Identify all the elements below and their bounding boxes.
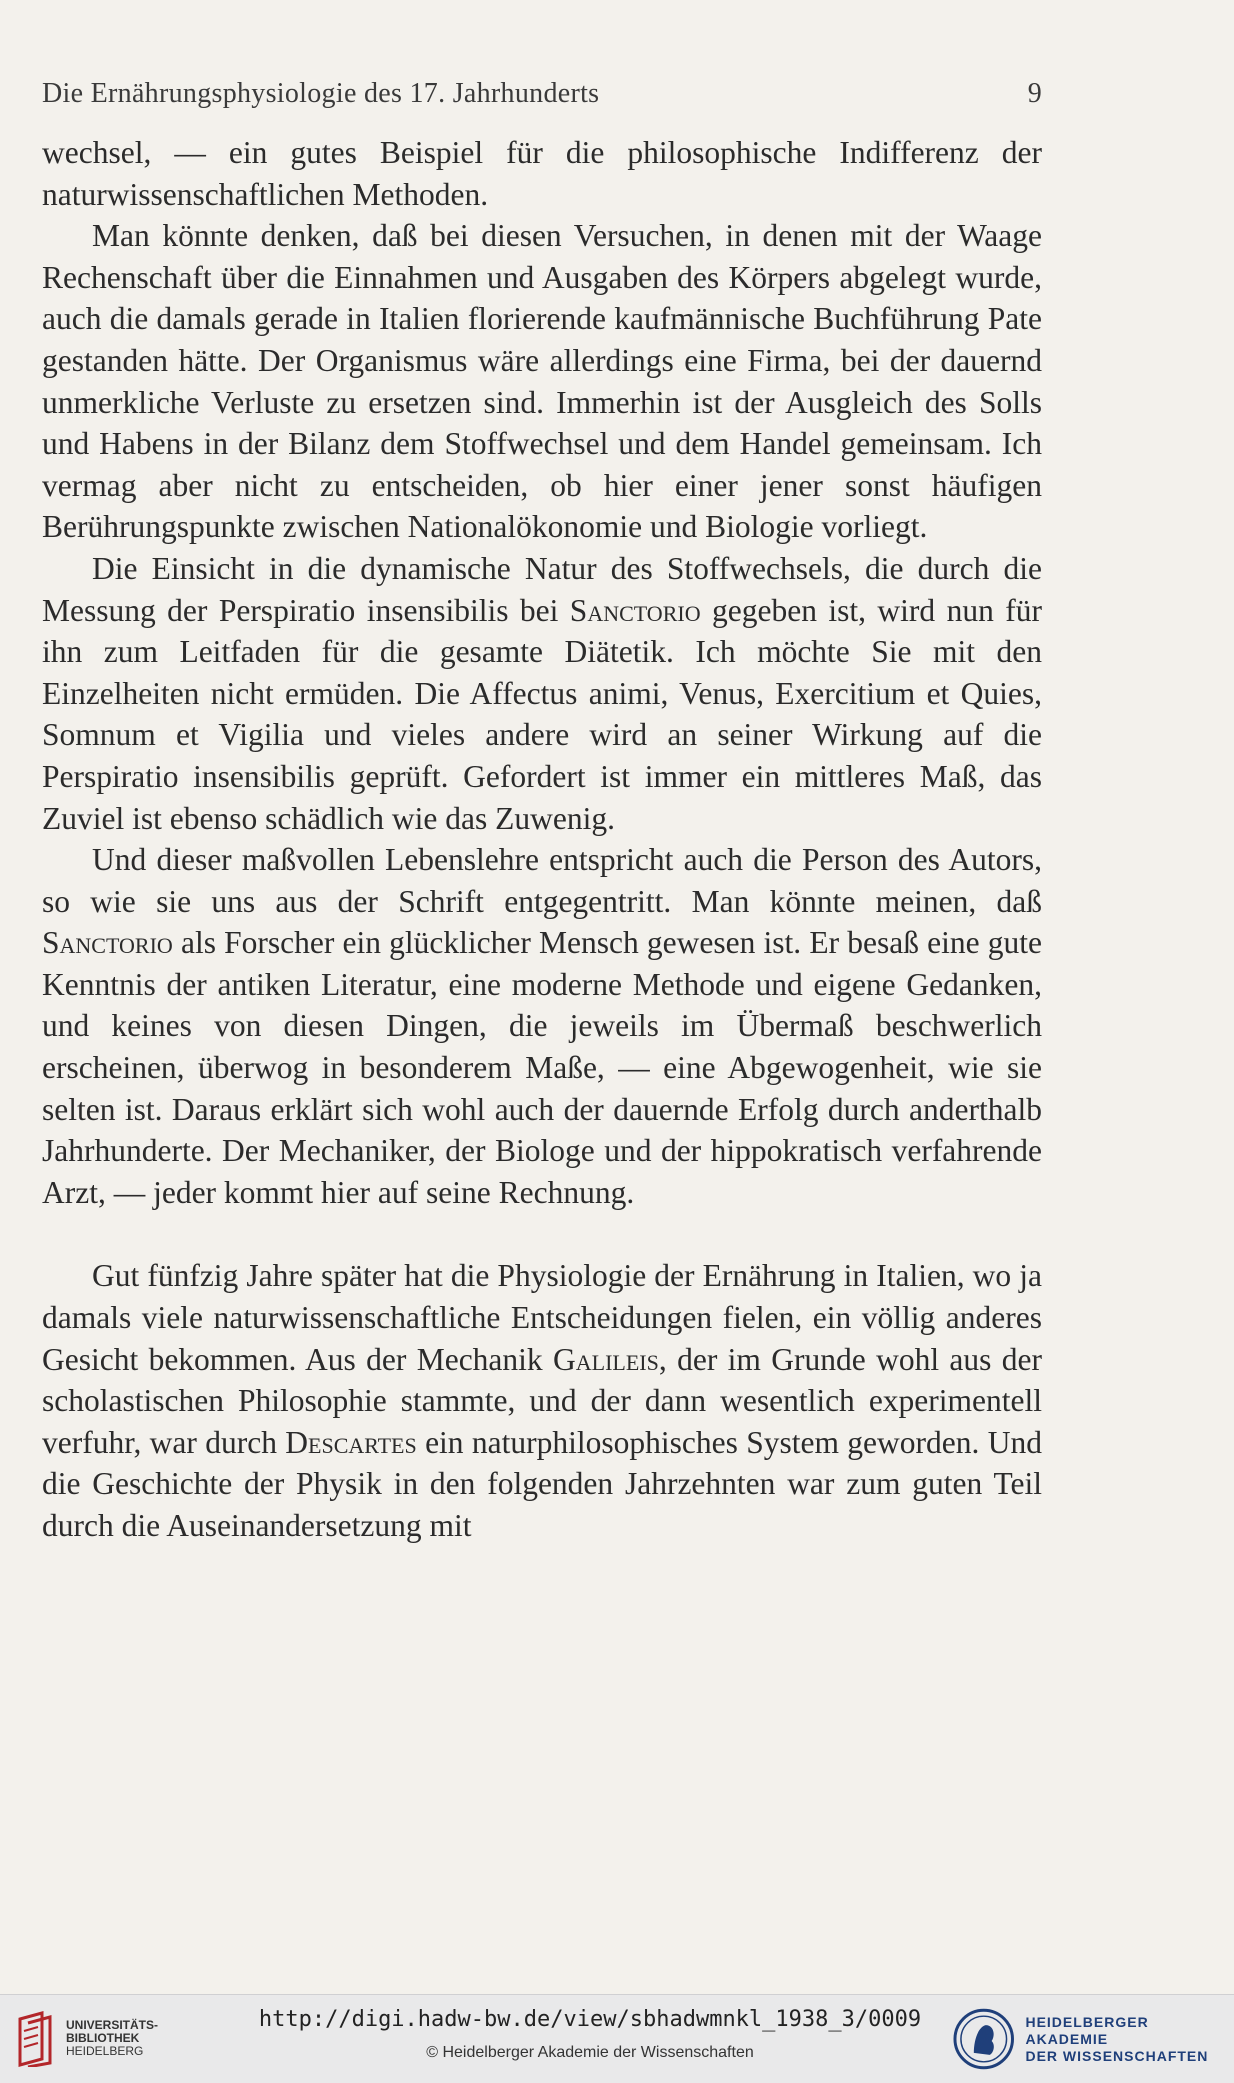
paragraph-2: Man könnte denken, daß bei diesen Versuchen, in denen mit der Waage Rechenschaft über die Einnahmen und Ausgaben des Körpers abgelegt wurde, auch die damals gerade in Italien florierende kaufmännische Buchführung Pate gestanden hätte. Der Organismus wäre allerdings eine Firma, bei der dauernd unmerkliche Verluste zu ersetzen sind. Immerhin ist der Ausgleich des Solls und Habens in der Bilanz dem Stoffwechsel und dem Handel gemeinsam. Ich vermag aber nicht zu entscheiden, ob hier einer jener sonst häufigen Berührungspunkte zwischen Nationalökonomie und Biologie vorliegt. (42, 218, 1042, 545)
running-title: Die Ernährungsphysiologie des 17. Jahrhunderts (42, 78, 600, 109)
author-name-descartes: Descartes (285, 1424, 417, 1460)
permalink-url[interactable]: http://digi.hadw-bw.de/view/sbhadwmnkl_1938_3/0009 (258, 2007, 922, 2032)
footer-center (240, 2007, 940, 2062)
paragraph-4-text-a: Und dieser maßvollen Lebenslehre entspricht auch die Person des Autors, so wie sie uns aus der Schrift entgegentritt. Man könnte meinen, daß (42, 842, 1042, 919)
academy-name: HEIDELBERGER AKADEMIE DER WISSENSCHAFTEN (1025, 2013, 1209, 2064)
paragraph-3-text-b: gegeben ist, wird nun für ihn zum Leitfaden für die gesamte Diätetik. Ich möchte Sie mit den Einzelheiten nicht ermüden. Die Affectus animi, Venus, Exercitium et Quies, Somnum et Vigilia und vieles andere wird an seiner Wirkung auf die Perspiratio insensibilis geprüft. Gefordert ist immer ein mittleres Maß, das Zuviel ist ebenso schädlich wie das Zuwenig. (42, 592, 1042, 836)
paragraph-1: wechsel, — ein gutes Beispiel für die philosophische Indifferenz der naturwissenschaftlichen Methoden. (42, 135, 1042, 212)
paragraph-5-text-b: , der im Grunde wohl aus der scholastischen Philosophie stammte, und der dann wesentlich experimentell verfuhr, war durch (42, 1341, 1042, 1460)
paragraph-5 (42, 1255, 1042, 1546)
library-emblem-icon (12, 2009, 58, 2067)
author-name-sanctorio: Sanctorio (42, 925, 173, 961)
copyright-notice: © Heidelberger Akademie der Wissenschaften (426, 2044, 754, 2061)
running-head (42, 78, 1042, 110)
university-library-logo[interactable] (12, 2009, 158, 2067)
academy-seal-icon (952, 2007, 1015, 2071)
author-name-galilei: Galileis (553, 1341, 659, 1377)
paragraph-5-text-c: ein naturphilosophisches System geworden. Und die Geschichte der Physik in den folgenden Jahrzehnten war zum guten Teil durch die Auseinandersetzung mit (42, 1424, 1042, 1543)
paragraph-5-text-a: Gut fünfzig Jahre später hat die Physiologie der Ernährung in Italien, wo ja damals viele naturwissenschaftliche Entscheidungen fielen, ein völlig anderes Gesicht bekommen. Aus der Mechanik (42, 1258, 1042, 1377)
paragraph-3-text-a: Die Einsicht in die dynamische Natur des Stoffwechsels, die durch die Messung der Perspiratio insensibilis bei (42, 550, 1042, 628)
section-gap (42, 1213, 1042, 1255)
body-text (42, 132, 1042, 1547)
page-number: 9 (1027, 78, 1042, 109)
library-name: UNIVERSITÄTS- BIBLIOTHEK HEIDELBERG (66, 2017, 159, 2058)
academy-logo[interactable] (952, 2007, 1234, 2071)
paragraph-4 (42, 839, 1042, 1213)
footer-bar (0, 1994, 1234, 2083)
paragraph-4-text-b: als Forscher ein glücklicher Mensch gewesen ist. Er besaß eine gute Kenntnis der antiken Literatur, eine moderne Methode und eigene Gedanken, und keines von diesen Dingen, die jeweils im Übermaß beschwerlich erscheinen, überwog in besonderem Maße, — eine Abgewogenheit, wie sie selten ist. Daraus erklärt sich wohl auch der dauernde Erfolg durch anderthalb Jahrhunderte. Der Mechaniker, der Biologe und der hippokratisch verfahrende Arzt, — jeder kommt hier auf seine Rechnung. (42, 925, 1042, 1210)
author-name-sanctorio: Sanctorio (569, 592, 701, 628)
paragraph-3 (42, 548, 1042, 839)
